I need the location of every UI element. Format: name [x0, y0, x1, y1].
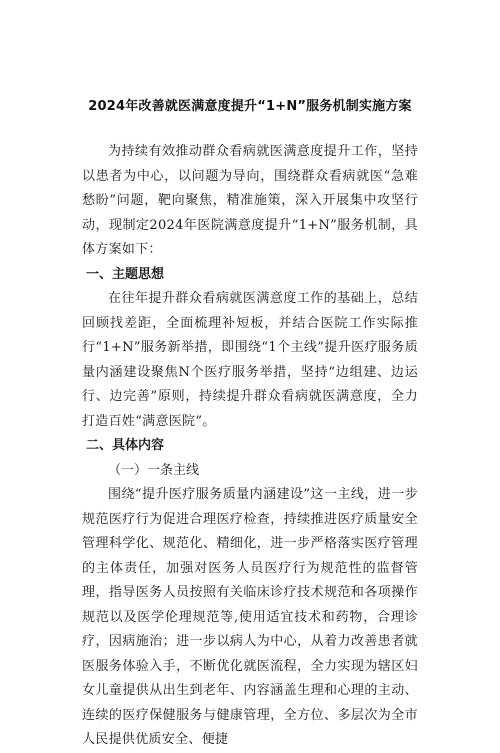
- document-title: 2024年改善就医满意度提升“1+N”服务机制实施方案: [88, 99, 412, 114]
- document-body: [82, 140, 418, 753]
- section-heading-content: 二、具体内容: [86, 438, 165, 453]
- subsection-heading-mainline: （一）一条主线: [108, 462, 200, 478]
- theme-paragraph: 在往年提升群众看病就医满意度工作的基础上，总结回顾找差距，全面梳理补短板，并结合医院工作实际推行“1+N”服务新举措，即围绕“1个主线”提升医疗服务质量内涵建设聚焦N个医疗服务举措，坚持“边组建、边运行、边完善”原则，持续提升群众看病就医满意度，全力打造百姓“满意医院”。: [82, 291, 418, 429]
- section-heading-theme: 一、主题思想: [86, 266, 165, 282]
- intro-paragraph: 为持续有效推动群众看病就医满意度提升工作，坚持以患者为中心，以问题为导向，围绕群众看病就医“急难愁盼”问题，靶向聚焦，精准施策，深入开展集中攻坚行动，现制定2024年医院满意度提升“1+N”服务机制，具体方案如下：: [82, 144, 418, 257]
- mainline-paragraph: 围绕“提升医疗服务质量内涵建设”这一主线，进一步规范医疗行为促进合理医疗检查，持续推进医疗质量安全管理科学化、规范化、精细化，进一步严格落实医疗管理的主体责任，加强对医务人员医疗行为规范性的监督管理，指导医务人员按照有关临床诊疗技术规范和各项操作规范以及医学伦理规范等,使用适宜技术和药物，合理诊疗，因病施治；进一步以病人为中心，从着力改善患者就医服务体验入手，不断优化就医流程，全力实现为辖区妇女儿童提供从出生到老年、内容涵盖生理和心理的主动、连续的医疗保健服务与健康管理，全方位、多层次为全市人民提供优质安全、便捷: [82, 487, 418, 747]
